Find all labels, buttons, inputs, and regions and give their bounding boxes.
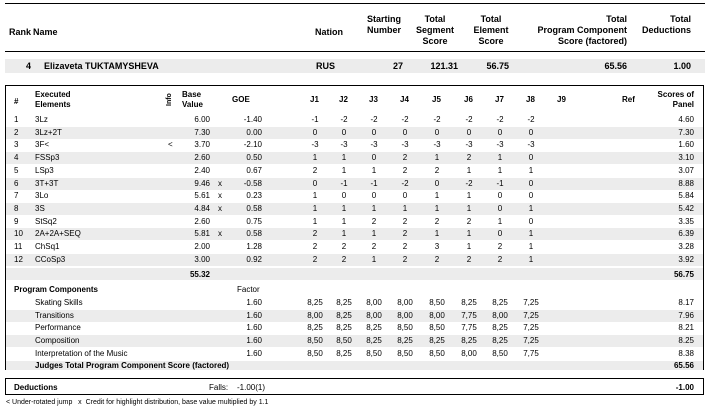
col-scores-header: Scores of Panel: [657, 90, 694, 109]
factor-header: Factor: [237, 285, 260, 294]
judge-goe: 1: [312, 153, 318, 163]
judge-goe: 2: [497, 242, 503, 251]
component-name: Transitions: [35, 310, 74, 320]
element-num: 12: [14, 254, 23, 264]
judge-goe: 0: [497, 191, 503, 201]
element-row: [0, 166, 710, 178]
element-goe: -1.40: [243, 115, 262, 124]
judge-goe: -3: [401, 140, 409, 150]
judge-goe: 0: [312, 127, 318, 137]
judge-goe: -2: [370, 115, 378, 124]
skater-name: Elizaveta TUKTAMYSHEVA: [44, 61, 159, 71]
element-goe: 0.92: [246, 254, 262, 264]
element-base: 2.40: [194, 165, 210, 175]
judge-goe: 2: [312, 165, 318, 175]
judge-goe: -3: [433, 140, 441, 150]
judge-goe: 1: [341, 229, 347, 239]
component-name: Composition: [35, 336, 80, 346]
judge-mark: 8,50: [492, 348, 508, 358]
judge-goe: 0: [341, 191, 347, 201]
judge-mark: 8,00: [366, 310, 382, 320]
element-base: 2.60: [194, 153, 210, 163]
judge-goe: 0: [434, 178, 440, 188]
element-score: 5.84: [678, 191, 694, 201]
col-base-header: Base Value: [182, 90, 203, 109]
judge-goe: 2: [402, 242, 408, 251]
component-row: [0, 311, 710, 323]
element-score: 4.60: [678, 115, 694, 124]
judge-mark: 8,25: [336, 323, 352, 333]
judge-header: J1: [310, 95, 319, 104]
element-goe: 0.58: [246, 229, 262, 239]
judge-mark: 7,25: [523, 298, 539, 307]
judge-mark: 8,50: [307, 348, 323, 358]
element-goe: 0.75: [246, 216, 262, 226]
element-num: 4: [14, 153, 19, 163]
judge-goe: 0: [497, 203, 503, 213]
judge-goe: -1: [496, 178, 504, 188]
judge-goe: 0: [528, 178, 534, 188]
judge-goe: 2: [371, 242, 377, 251]
judge-goe: -2: [433, 115, 441, 124]
judge-goe: 1: [434, 191, 440, 201]
judge-goe: 1: [434, 229, 440, 239]
element-score: 5.42: [678, 203, 694, 213]
element-row: [0, 191, 710, 203]
col-goe-header: GOE: [232, 95, 250, 104]
skater-deductions: 1.00: [673, 61, 691, 71]
judge-goe: 1: [312, 191, 318, 201]
element-goe: 0.23: [246, 191, 262, 201]
total-segment-score-header: Total Segment Score: [415, 14, 454, 46]
element-score: 8.88: [678, 178, 694, 188]
judge-header: J2: [339, 95, 348, 104]
judge-goe: -2: [401, 115, 409, 124]
judge-mark: 7,25: [523, 323, 539, 333]
judge-goe: 1: [341, 203, 347, 213]
element-base: 2.60: [194, 216, 210, 226]
judge-goe: 0: [341, 127, 347, 137]
component-factor: 1.60: [246, 323, 262, 333]
judge-goe: 2: [402, 229, 408, 239]
element-base: 5.81: [194, 229, 210, 239]
deductions-frame: [5, 378, 704, 395]
judge-mark: 8,00: [307, 310, 323, 320]
element-name: 3S: [35, 203, 45, 213]
judge-mark: 8,25: [366, 323, 382, 333]
judge-goe: 2: [341, 254, 347, 264]
judge-mark: 8,25: [336, 298, 352, 307]
judge-goe: 0: [371, 127, 377, 137]
element-row: [0, 204, 710, 216]
judge-mark: 8,25: [336, 310, 352, 320]
element-goe: 0.50: [246, 153, 262, 163]
judge-goe: 1: [528, 203, 534, 213]
judge-goe: 0: [528, 216, 534, 226]
skater-starting-number: 27: [392, 61, 403, 71]
total-pcs-header: Total Program Component Score (factored): [537, 14, 627, 46]
element-num: 3: [14, 140, 19, 150]
judge-goe: 2: [402, 254, 408, 264]
judge-mark: 7,25: [523, 310, 539, 320]
judge-mark: 8,50: [429, 348, 445, 358]
judge-header: J7: [495, 95, 504, 104]
component-name: Skating Skills: [35, 298, 83, 307]
judge-goe: 1: [466, 242, 472, 251]
judge-goe: 2: [402, 165, 408, 175]
element-score: 3.28: [678, 242, 694, 251]
element-base: 6.00: [194, 115, 210, 124]
element-name: StSq2: [35, 216, 57, 226]
element-goe: 0.00: [246, 127, 262, 137]
judge-mark: 7,25: [523, 336, 539, 346]
element-row: [0, 140, 710, 152]
judge-mark: 7,75: [461, 323, 477, 333]
judge-mark: 8,50: [307, 336, 323, 346]
judge-goe: 1: [341, 165, 347, 175]
element-base: 7.30: [194, 127, 210, 137]
judge-goe: 3: [434, 242, 440, 251]
element-name: ChSq1: [35, 242, 60, 251]
judge-goe: 2: [434, 165, 440, 175]
skater-nation: RUS: [316, 61, 336, 71]
element-num: 11: [14, 242, 23, 251]
judge-mark: 8,25: [492, 298, 508, 307]
total-deductions-header: Total Deductions: [641, 14, 691, 35]
judge-header: J4: [400, 95, 409, 104]
element-score: 7.30: [678, 127, 694, 137]
judge-goe: -3: [465, 140, 473, 150]
component-row: [0, 336, 710, 348]
judge-goe: 1: [341, 216, 347, 226]
judge-mark: 8,50: [397, 323, 413, 333]
top-rule: [5, 3, 705, 4]
judge-goe: 1: [371, 229, 377, 239]
element-row: [0, 128, 710, 140]
legend-footnote: < Under-rotated jump x Credit for highlight distribution, base value multiplied by 1.1: [6, 399, 269, 406]
header-rule: [5, 51, 705, 52]
element-base: 3.00: [194, 254, 210, 264]
component-score: 8.21: [678, 323, 694, 333]
col-info-header: Info: [166, 93, 173, 106]
element-name: 3Lo: [35, 191, 49, 201]
element-goe: 0.58: [246, 203, 262, 213]
judge-mark: 8,25: [461, 298, 477, 307]
col-num-header: #: [14, 97, 19, 106]
element-name: 2A+2A+SEQ: [35, 229, 81, 239]
component-factor: 1.60: [246, 298, 262, 307]
judge-goe: -2: [496, 115, 504, 124]
judge-goe: 0: [402, 191, 408, 201]
component-score: 8.25: [678, 336, 694, 346]
element-num: 10: [14, 229, 23, 239]
component-row: [0, 298, 710, 310]
judge-goe: 0: [312, 178, 318, 188]
element-name: FSSp3: [35, 153, 60, 163]
judge-mark: 8,25: [492, 336, 508, 346]
judge-goe: 2: [402, 216, 408, 226]
judge-goe: 2: [341, 242, 347, 251]
judge-goe: 2: [497, 254, 503, 264]
judge-goe: 1: [466, 229, 472, 239]
total-element-score-header: Total Element Score: [473, 14, 509, 46]
pcs-total-value: 65.56: [673, 361, 694, 370]
pcs-total-label: Judges Total Program Component Score (factored): [35, 361, 230, 370]
element-row: [0, 255, 710, 267]
judge-goe: 1: [312, 203, 318, 213]
judge-mark: 8,25: [336, 348, 352, 358]
element-base: 5.61: [194, 191, 210, 201]
judge-goe: 0: [371, 191, 377, 201]
judge-goe: 0: [434, 127, 440, 137]
component-score: 7.96: [678, 310, 694, 320]
judge-goe: 2: [312, 254, 318, 264]
col-ref-header: Ref: [622, 95, 635, 104]
element-score: 1.60: [678, 140, 694, 150]
element-name: CCoSp3: [35, 254, 66, 264]
element-row: [0, 242, 710, 254]
judge-goe: 1: [528, 165, 534, 175]
judge-mark: 8,25: [366, 336, 382, 346]
judge-mark: 8,00: [397, 298, 413, 307]
judge-goe: -3: [496, 140, 504, 150]
judge-goe: -1: [311, 115, 319, 124]
judge-header: J3: [369, 95, 378, 104]
judge-mark: 8,00: [397, 310, 413, 320]
judge-mark: 8,50: [336, 336, 352, 346]
component-name: Performance: [35, 323, 81, 333]
judge-goe: 0: [466, 127, 472, 137]
judge-mark: 8,25: [461, 336, 477, 346]
judge-goe: 2: [434, 254, 440, 264]
judge-goe: 2: [312, 229, 318, 239]
judge-goe: 1: [434, 153, 440, 163]
elements-score-total: 56.75: [673, 270, 694, 279]
judge-goe: 1: [402, 203, 408, 213]
element-num: 8: [14, 203, 19, 213]
judge-mark: 8,25: [429, 336, 445, 346]
element-x: x: [218, 229, 222, 239]
program-components-title: Program Components: [14, 285, 99, 294]
judge-goe: 1: [341, 153, 347, 163]
element-goe: 0.67: [246, 165, 262, 175]
falls-value: -1.00(1): [237, 383, 266, 392]
judge-mark: 8,00: [366, 298, 382, 307]
component-score: 8.17: [678, 298, 694, 307]
component-factor: 1.60: [246, 348, 262, 358]
judge-mark: 8,25: [307, 323, 323, 333]
judge-goe: 1: [466, 191, 472, 201]
judge-goe: 1: [371, 165, 377, 175]
element-goe: 1.28: [246, 242, 262, 251]
judge-mark: 8,50: [429, 298, 445, 307]
nation-header: Nation: [315, 27, 343, 37]
element-name: 3T+3T: [35, 178, 59, 188]
judge-goe: 2: [371, 216, 377, 226]
judge-goe: 0: [528, 191, 534, 201]
judge-goe: 1: [312, 216, 318, 226]
element-base: 4.84: [194, 203, 210, 213]
element-name: 3F<: [35, 140, 50, 150]
judge-mark: 8,50: [366, 348, 382, 358]
judge-goe: -2: [401, 178, 409, 188]
element-score: 3.35: [678, 216, 694, 226]
element-x: x: [218, 203, 222, 213]
judge-goe: 0: [528, 153, 534, 163]
element-goe: -0.58: [243, 178, 262, 188]
judge-goe: -3: [340, 140, 348, 150]
element-row: [0, 153, 710, 165]
element-score: 3.07: [678, 165, 694, 175]
judge-header: J8: [526, 95, 535, 104]
judge-mark: 8,25: [307, 298, 323, 307]
element-info: <: [168, 140, 173, 150]
judge-goe: -3: [370, 140, 378, 150]
element-x: x: [218, 178, 222, 188]
judge-goe: 0: [497, 229, 503, 239]
judge-mark: 8,25: [492, 323, 508, 333]
judge-header: J6: [464, 95, 473, 104]
element-row: [0, 217, 710, 229]
base-value-total: 55.32: [189, 270, 210, 279]
judge-goe: 1: [497, 153, 503, 163]
judge-goe: 0: [371, 153, 377, 163]
falls-label: Falls:: [209, 383, 229, 392]
judge-mark: 8,00: [492, 310, 508, 320]
judge-goe: 0: [528, 127, 534, 137]
judge-goe: 0: [497, 127, 503, 137]
deductions-total: -1.00: [675, 383, 694, 392]
judge-goe: 1: [434, 203, 440, 213]
judge-mark: 7,75: [461, 310, 477, 320]
judge-goe: 1: [371, 254, 377, 264]
judge-mark: 8,50: [429, 323, 445, 333]
element-base: 2.00: [194, 242, 210, 251]
judge-goe: -2: [527, 115, 535, 124]
skater-rank: 4: [26, 61, 32, 71]
judge-mark: 8,00: [429, 310, 445, 320]
component-factor: 1.60: [246, 336, 262, 346]
judge-goe: 1: [528, 242, 534, 251]
judge-goe: -1: [370, 178, 378, 188]
judge-mark: 7,75: [523, 348, 539, 358]
element-num: 5: [14, 165, 19, 175]
element-name: 3Lz+2T: [35, 127, 62, 137]
judge-goe: 2: [402, 153, 408, 163]
starting-number-header: Starting Number: [366, 14, 401, 35]
judge-mark: 8,50: [397, 348, 413, 358]
judge-goe: 1: [528, 254, 534, 264]
element-row: [0, 179, 710, 191]
element-base: 9.46: [194, 178, 210, 188]
judge-goe: 2: [312, 242, 318, 251]
judge-goe: -3: [311, 140, 319, 150]
deductions-label: Deductions: [14, 383, 58, 392]
judge-goe: -1: [340, 178, 348, 188]
judge-mark: 8,00: [461, 348, 477, 358]
element-base: 3.70: [194, 140, 210, 150]
element-num: 1: [14, 115, 19, 124]
element-goe: -2.10: [243, 140, 262, 150]
element-name: 3Lz: [35, 115, 48, 124]
skater-tss: 121.31: [430, 61, 458, 71]
element-name: LSp3: [35, 165, 54, 175]
element-num: 2: [14, 127, 19, 137]
rank-header: Rank: [9, 27, 32, 37]
component-row: [0, 349, 710, 361]
element-score: 3.10: [678, 153, 694, 163]
judge-goe: 2: [466, 254, 472, 264]
judge-goe: -2: [465, 178, 473, 188]
element-num: 7: [14, 191, 19, 201]
col-executed-header: Executed Elements: [35, 90, 71, 109]
element-score: 6.39: [678, 229, 694, 239]
element-row: [0, 115, 710, 127]
element-num: 6: [14, 178, 19, 188]
judge-goe: 1: [466, 165, 472, 175]
judge-goe: 1: [497, 216, 503, 226]
judge-goe: -2: [465, 115, 473, 124]
judge-goe: 2: [434, 216, 440, 226]
name-header: Name: [33, 27, 58, 37]
judge-goe: 1: [371, 203, 377, 213]
skater-pcs: 65.56: [604, 61, 627, 71]
judge-goe: -2: [340, 115, 348, 124]
component-row: [0, 323, 710, 335]
judge-header: J9: [557, 95, 566, 104]
component-score: 8.38: [678, 348, 694, 358]
judge-mark: 8,25: [397, 336, 413, 346]
skater-tes: 56.75: [486, 61, 509, 71]
judge-goe: 1: [528, 229, 534, 239]
element-num: 9: [14, 216, 19, 226]
element-score: 3.92: [678, 254, 694, 264]
judge-goe: 2: [466, 153, 472, 163]
component-name: Interpretation of the Music: [35, 348, 128, 358]
judge-goe: -3: [527, 140, 535, 150]
element-x: x: [218, 191, 222, 201]
judge-header: J5: [432, 95, 441, 104]
element-row: [0, 229, 710, 241]
judge-goe: 0: [402, 127, 408, 137]
judge-goe: 1: [497, 165, 503, 175]
elements-total-row: [6, 268, 703, 280]
judge-goe: 1: [466, 203, 472, 213]
judge-goe: 2: [466, 216, 472, 226]
component-factor: 1.60: [246, 310, 262, 320]
